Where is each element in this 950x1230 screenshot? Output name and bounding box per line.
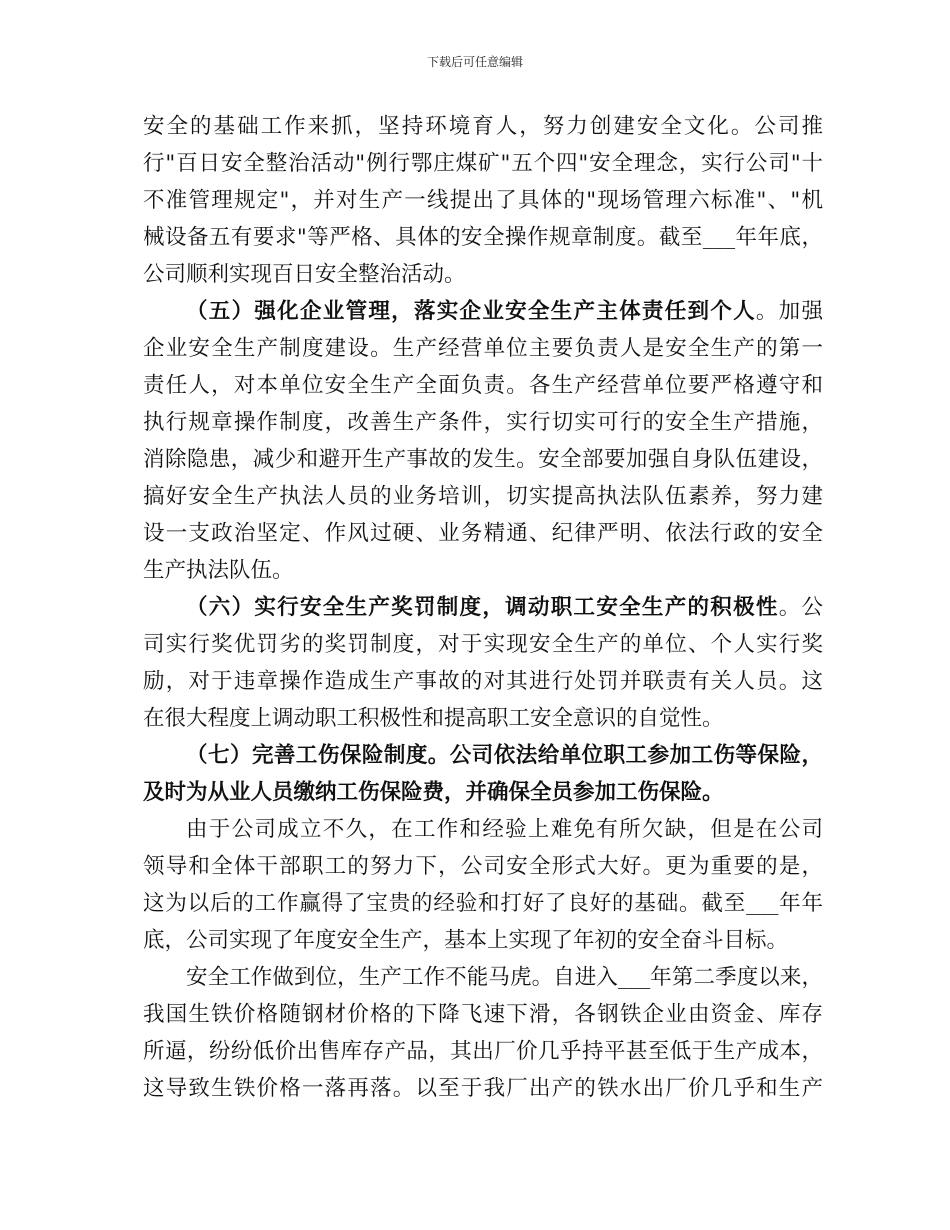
text-line: 公司顺利实现百日安全整治活动。 bbox=[143, 262, 466, 287]
text-line: 领导和全体干部职工的努力下，公司安全形式大好。更为重要的是， bbox=[143, 854, 823, 879]
text-line: 司实行奖优罚劣的奖罚制度，对于实现安全生产的单位、个人实行奖 bbox=[143, 632, 823, 657]
text-line: 企业安全生产制度建设。生产经营单位主要负责人是安全生产的第一 bbox=[143, 336, 823, 361]
bold-text-line: （七）完善工伤保险制度。公司依法给单位职工参加工伤等保险， bbox=[186, 743, 823, 768]
heading-trailing-text: 。公 bbox=[778, 595, 823, 620]
text-line: 在很大程度上调动职工积极性和提高职工安全意识的自觉性。 bbox=[143, 706, 724, 731]
heading-line bbox=[186, 590, 823, 626]
page-header: 下载后可任意编辑 bbox=[426, 55, 523, 69]
text-line: 由于公司成立不久，在工作和经验上难免有所欠缺，但是在公司 bbox=[186, 817, 823, 842]
text-line: 这导致生铁价格一落再落。以至于我厂出产的铁水出厂价几乎和生产 bbox=[143, 1076, 823, 1101]
text-line: 这为以后的工作赢得了宝贵的经验和打好了良好的基础。截至___年年 bbox=[143, 891, 823, 916]
bold-text-line: 及时为从业人员缴纳工伤保险费，并确保全员参加工伤保险。 bbox=[143, 780, 724, 805]
text-line: 不准管理规定"，并对生产一线提出了具体的"现场管理六标准"、"机 bbox=[143, 188, 823, 213]
text-line: 消除隐患，减少和避开生产事故的发生。安全部要加强自身队伍建设， bbox=[143, 447, 823, 472]
text-line: 我国生铁价格随钢材价格的下降飞速下滑，各钢铁企业由资金、库存 bbox=[143, 1002, 823, 1027]
heading-line bbox=[186, 294, 823, 330]
text-line: 行"百日安全整治活动"例行鄂庄煤矿"五个四"安全理念，实行公司"十 bbox=[143, 151, 823, 176]
text-line: 生产执法队伍。 bbox=[143, 558, 294, 583]
text-line: 搞好安全生产执法人员的业务培训，切实提高执法队伍素养，努力建 bbox=[143, 484, 823, 509]
text-line: 械设备五有要求"等严格、具体的安全操作规章制度。截至___年年底， bbox=[143, 225, 823, 250]
text-line: 所逼，纷纷低价出售库存产品，其出厂价几乎持平甚至低于生产成本， bbox=[143, 1039, 823, 1064]
text-line: 安全的基础工作来抓，坚持环境育人，努力创建安全文化。公司推 bbox=[143, 114, 823, 139]
text-line: 安全工作做到位，生产工作不能马虎。自进入___年第二季度以来， bbox=[186, 965, 823, 990]
heading-trailing-text: 。加强 bbox=[755, 299, 823, 324]
text-line: 励，对于违章操作造成生产事故的对其进行处罚并联责有关人员。这 bbox=[143, 669, 823, 694]
text-line: 设一支政治坚定、作风过硬、业务精通、纪律严明、依法行政的安全 bbox=[143, 521, 823, 546]
section-heading: （六）实行安全生产奖罚制度，调动职工安全生产的积极性 bbox=[186, 595, 779, 620]
section-heading: （五）强化企业管理，落实企业安全生产主体责任到个人 bbox=[186, 299, 756, 324]
text-line: 底，公司实现了年度安全生产，基本上实现了年初的安全奋斗目标。 bbox=[143, 928, 789, 953]
text-line: 责任人，对本单位安全生产全面负责。各生产经营单位要严格遵守和 bbox=[143, 373, 823, 398]
text-line: 执行规章操作制度，改善生产条件，实行切实可行的安全生产措施， bbox=[143, 410, 823, 435]
